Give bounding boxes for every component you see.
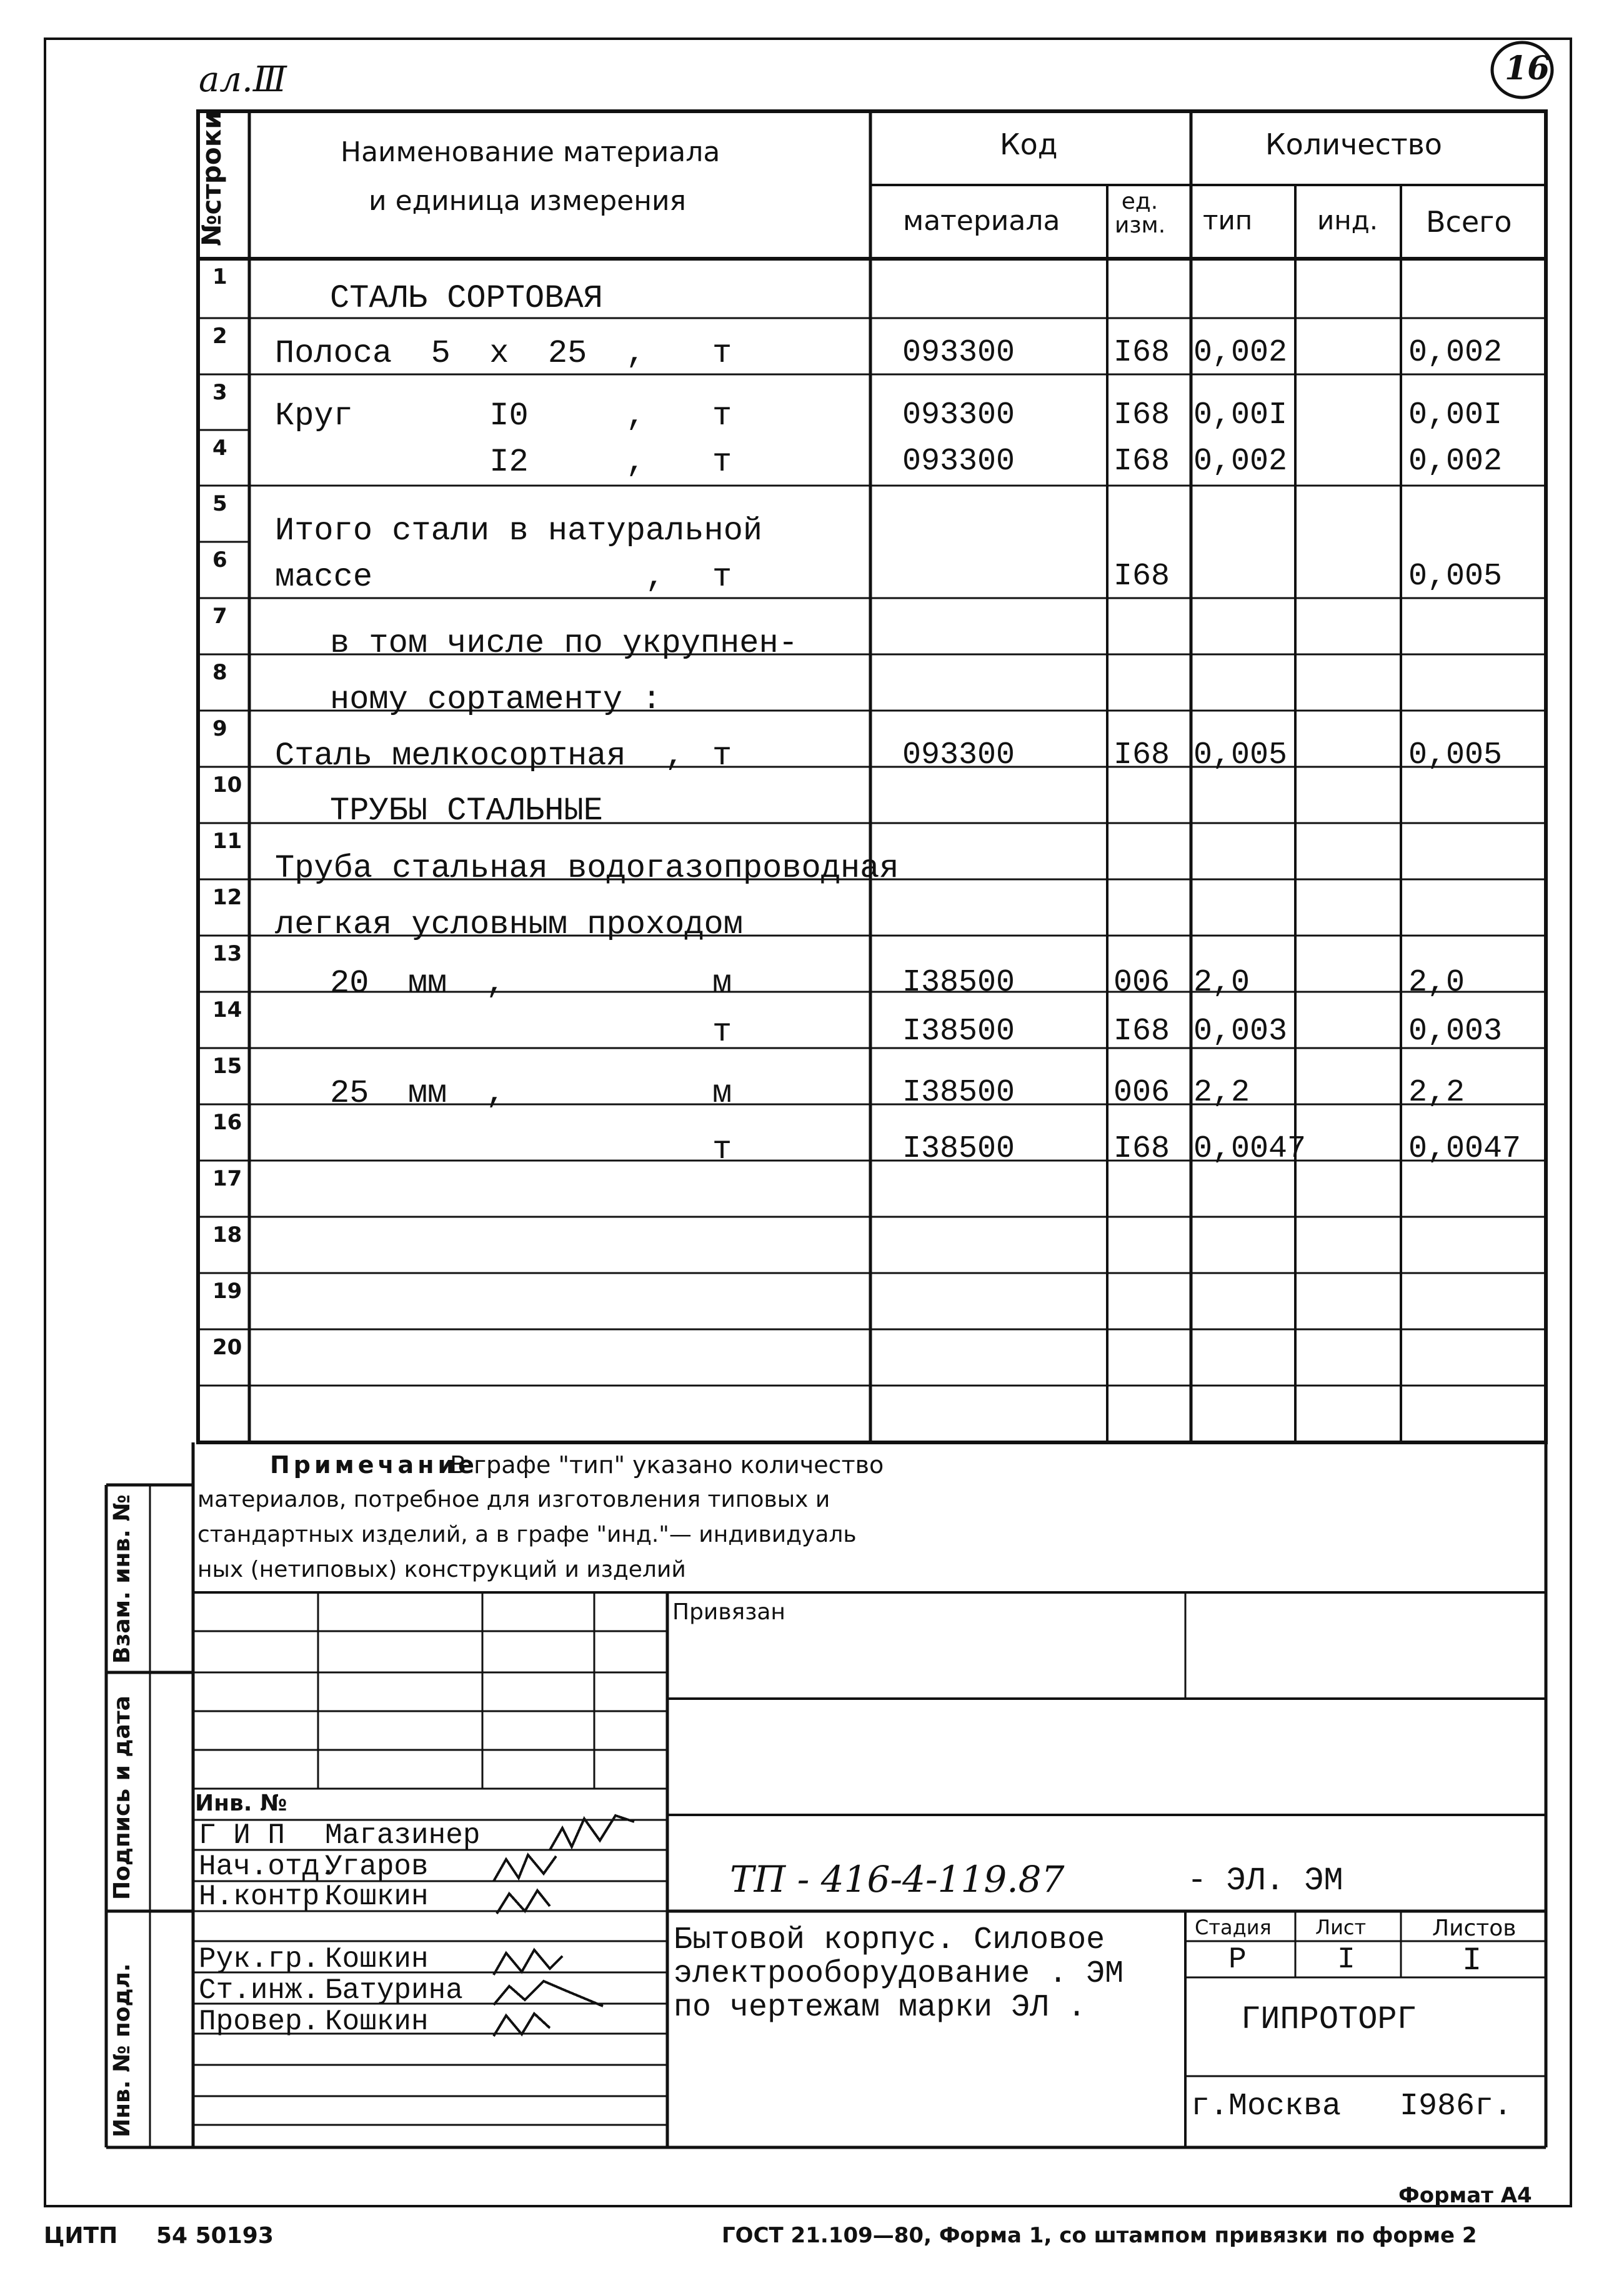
stamp-org: ГИПРОТОРГ [1241,2001,1417,2038]
row-code: I38500 [902,1014,1015,1049]
row-name: Круг I0 , [275,397,645,434]
header-total: Всего [1426,205,1512,239]
note-line1: В графе "тип" указано количество [450,1451,884,1479]
row-code: 093300 [902,444,1015,479]
row-code: I38500 [902,1131,1015,1167]
footer-gost: ГОСТ 21.109—80, Форма 1, со штампом привязки по форме 2 [722,2223,1477,2248]
row-name: Труба стальная водогазопроводная [275,850,899,887]
row-typ: 0,002 [1193,335,1288,371]
row-unit-label: т [712,1014,732,1051]
row-typ: 0,003 [1193,1014,1288,1049]
row-code: I38500 [902,1075,1015,1111]
stamp-role: Г И П [199,1819,286,1852]
row-unit-label: м [712,965,732,1002]
row-unit-label: м [712,1075,732,1112]
row-name: 25 мм , [330,1075,506,1112]
row-number: 2 [212,324,227,349]
side-label-podpis: Подпись и дата [109,1696,135,1900]
row-unit-label: т [712,559,732,596]
row-number: 11 [212,829,242,854]
row-code: I38500 [902,965,1015,1001]
stamp-title-line1: Бытовой корпус. Силовое [674,1922,1105,1958]
row-total: 2,2 [1408,1075,1465,1111]
row-unit-label: т [712,444,732,481]
row-number: 19 [212,1279,242,1304]
row-unit: I68 [1113,559,1170,594]
row-number: 20 [212,1335,242,1360]
header-unit: ед. изм. [1115,189,1166,238]
stamp-person-name: Кошкин [325,1943,429,1976]
stamp-city: г.Москва [1191,2089,1342,2124]
row-unit: I68 [1113,737,1170,773]
header-quantity: Количество [1265,127,1442,161]
stamp-year: I986г. [1400,2089,1513,2124]
row-name: массе , [275,559,665,596]
page-number: 16 [1505,49,1550,87]
stamp-sheet: I [1337,1943,1355,1977]
row-number: 8 [212,660,227,685]
stamp-stage-label: Стадия [1195,1916,1272,1939]
stamp-privyazan: Привязан [672,1599,785,1625]
row-unit: I68 [1113,397,1170,433]
note-line4: ных (нетиповых) конструкций и изделий [197,1557,686,1582]
stamp-sheets-label: Листов [1432,1916,1517,1941]
row-unit: 006 [1113,965,1170,1001]
row-number: 16 [212,1110,242,1135]
row-unit: 006 [1113,1075,1170,1111]
row-unit-label: т [712,335,732,372]
stamp-sheet-label: Лист [1315,1916,1367,1939]
stamp-person-name: Батурина [325,1974,463,2007]
row-unit-label: т [712,737,732,774]
row-name: Сталь мелкосортная , [275,737,685,774]
stamp-role: Ст.инж. [199,1974,320,2007]
row-typ: 0,00I [1193,397,1288,433]
stamp-stage: Р [1228,1943,1247,1977]
stamp-person-name: Кошкин [325,2006,429,2038]
row-name: ному сортаменту : [330,681,662,718]
row-unit-label: т [712,1131,732,1168]
row-total: 0,0047 [1408,1131,1522,1167]
row-name: Полоса 5 х 25 , [275,335,645,372]
row-total: 2,0 [1408,965,1465,1001]
row-unit: I68 [1113,1131,1170,1167]
footer-org: ЦИТП [44,2223,118,2249]
row-total: 0,003 [1408,1014,1503,1049]
row-total: 0,005 [1408,737,1503,773]
row-name: легкая условным проходом [275,906,743,943]
row-typ: 0,002 [1193,444,1288,479]
stamp-person-name: Магазинер [325,1819,481,1852]
stamp-inv-no: Инв. № [195,1791,287,1816]
footer-format: Формат А4 [1398,2183,1532,2208]
row-number: 3 [212,380,227,405]
stamp-role: Провер. [199,2006,320,2038]
header-typ: тип [1203,205,1253,236]
row-total: 0,002 [1408,444,1503,479]
stamp-role: Рук.гр. [199,1943,320,1976]
note-line2: материалов, потребное для изготовления типовых и [197,1487,830,1512]
designation-suffix: - ЭЛ. ЭМ [1187,1862,1343,1899]
designation-handwritten: ТП - 416-4-119.87 [730,1858,1065,1901]
row-unit: I68 [1113,335,1170,371]
row-number: 12 [212,885,242,910]
side-label-inv-podl: Инв. № подл. [109,1963,135,2137]
row-name: Итого стали в натуральной [275,512,763,549]
row-unit: I68 [1113,1014,1170,1049]
header-row-no: №строки [196,111,227,246]
row-typ: 0,005 [1193,737,1288,773]
side-label-vzam: Взам. инв. № [109,1494,135,1664]
row-name: I2 , [275,444,645,481]
row-typ: 2,2 [1193,1075,1250,1111]
row-unit: I68 [1113,444,1170,479]
header-name-line1: Наименование материала [341,136,720,168]
row-code: 093300 [902,397,1015,433]
stamp-title-line3: по чертежам марки ЭЛ . [674,1990,1087,2026]
row-code: 093300 [902,335,1015,371]
row-name: в том числе по укрупнен- [330,625,798,662]
header-material: материала [903,205,1060,237]
stamp-role: Н.контр. [199,1881,337,1913]
row-code: 093300 [902,737,1015,773]
row-typ: 0,0047 [1193,1131,1307,1167]
row-typ: 2,0 [1193,965,1250,1001]
header-name-line2: и единица измерения [369,185,687,217]
row-number: 17 [212,1166,242,1191]
row-number: 13 [212,941,242,966]
note-line3: стандартных изделий, а в графе "инд."— индивидуаль [197,1522,857,1547]
note-title: Примечание [270,1451,478,1479]
row-number: 14 [212,997,242,1022]
stamp-title-line2: электрооборудование . ЭМ [674,1956,1124,1992]
sheet-mark: ал.Ⅲ [199,59,287,100]
row-name: 20 мм , [330,965,506,1002]
row-total: 0,00I [1408,397,1503,433]
stamp-person-name: Кошкин [325,1881,429,1913]
row-name: ТРУБЫ СТАЛЬНЫЕ [330,792,603,829]
row-number: 18 [212,1222,242,1247]
row-number: 9 [212,716,227,741]
row-name: СТАЛЬ СОРТОВАЯ [330,280,603,317]
header-ind: инд. [1317,205,1378,236]
row-number: 4 [212,436,227,461]
row-total: 0,002 [1408,335,1503,371]
row-number: 1 [212,264,227,289]
row-number: 6 [212,547,227,572]
row-number: 10 [212,772,242,797]
stamp-person-name: Угаров [325,1851,429,1883]
row-number: 7 [212,604,227,629]
stamp-sheets: I [1462,1942,1482,1979]
row-number: 15 [212,1054,242,1079]
row-number: 5 [212,491,227,516]
header-code: Код [1000,127,1058,161]
row-total: 0,005 [1408,559,1503,594]
stamp-role: Нач.отд. [199,1851,337,1883]
footer-num: 54 50193 [156,2223,274,2249]
row-unit-label: т [712,397,732,434]
